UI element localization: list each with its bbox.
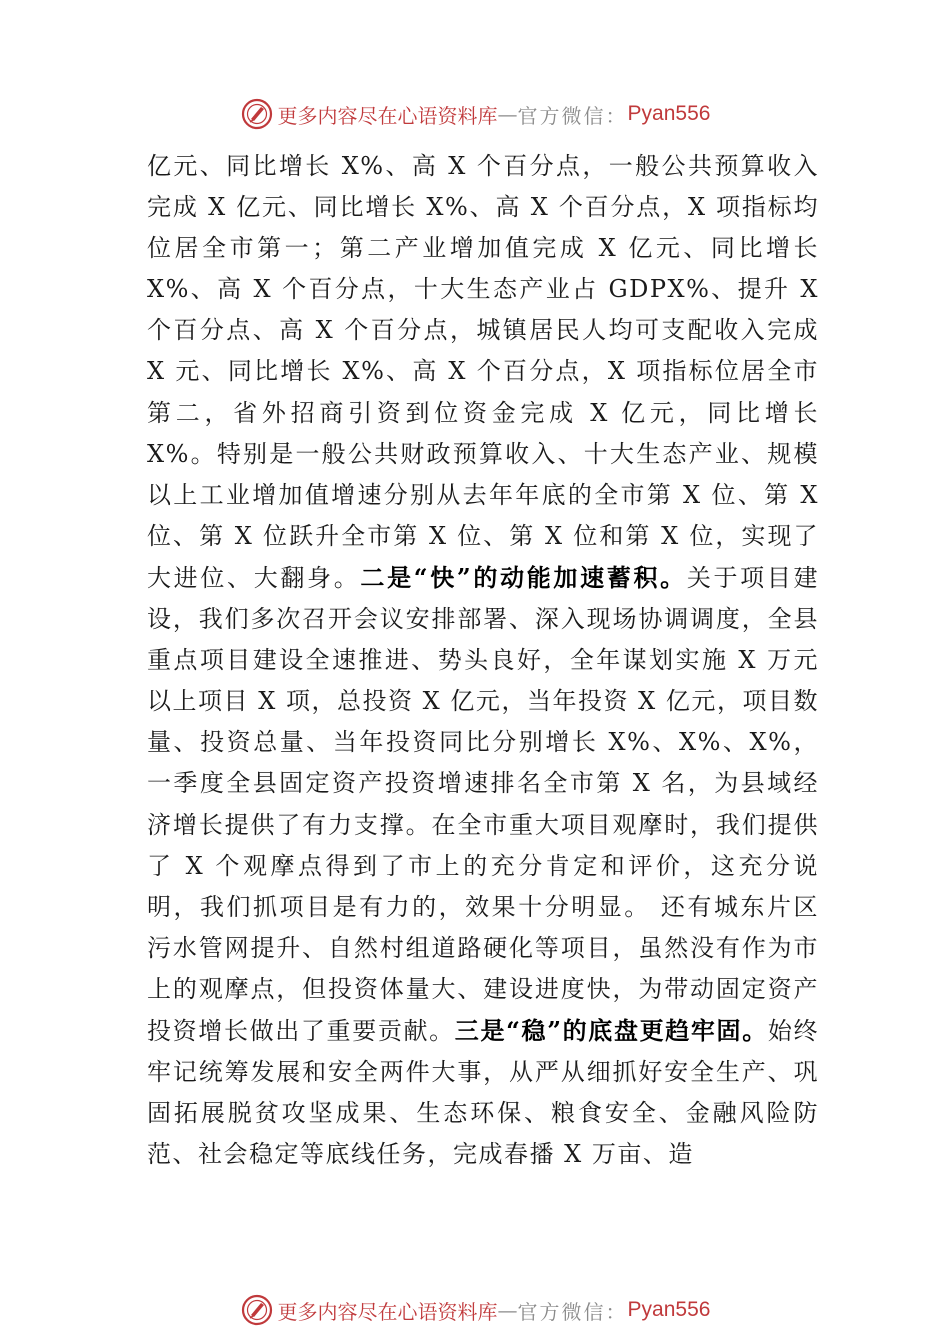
bold-heading-fast: 二是“快”的动能加速蓄积。 <box>360 562 687 592</box>
header-banner <box>0 94 950 134</box>
banner-site-text: 更多内容尽在心语资料库 <box>277 1299 498 1324</box>
banner-account-id: Pyan556 <box>627 1298 711 1321</box>
body-text-segment: 亿元、同比增长 X%、高 X 个百分点，一般公共预算收入完成 X 亿元、同比增长 X%、高 X 个百分点，X 项指标均位居全市第一；第二产业增加值完成 X 亿元、同比增长 X%、高 X 个百分点，十大生态产业占 GDPX%、提升 X 个百分点、高 X 个百分点，城镇居民人均可支配收入完成 X 元、同比增长 X%、高 X 个百分点，X 项指标位居全市第二，省外招商引资到位资金完成 X 亿元，同比增长 X%。特别是一般公共财政预算收入、十大生态产业、规模以上工业增加值增速分别从去年年底的全市第 X 位、第 X 位、第 X 位跃升全市第 X 位、第 X 位和第 X 位，实现了大进位、大翻身。 <box>147 152 819 592</box>
body-text-segment: 关于项目建设，我们多次召开会议安排部署、深入现场协调调度，全县重点项目建设全速推进、势头良好，全年谋划实施 X 万元以上项目 X 项，总投资 X 亿元，当年投资 X 亿元，项目数量、投资总量、当年投资同比分别增长 X%、X%、X%，一季度全县固定资产投资增速排名全市第 X 名，为县域经济增长提供了有力支撑。在全市重大项目观摩时，我们提供了 X 个观摩点得到了市上的充分肯定和评价，这充分说明，我们抓项目是有力的，效果十分明显。 还有城东片区污水管网提升、自然村组道路硬化等项目，虽然没有作为市上的观摩点，但投资体量大、建设进度快，为带动固定资产投资增长做出了重要贡献。 <box>147 563 820 1045</box>
banner-separator: — <box>497 1298 518 1322</box>
footer-banner <box>0 1290 950 1330</box>
bold-heading-stable: 三是“稳”的底盘更趋牢固。 <box>454 1015 768 1045</box>
banner-separator: — <box>497 102 518 126</box>
seal-logo-icon <box>240 1293 274 1327</box>
banner-account-id: Pyan556 <box>627 102 711 125</box>
banner-wechat-label: 官方微信： <box>517 1299 628 1324</box>
body-text-segment: 始终牢记统筹发展和安全两件大事，从严从细抓好安全生产、巩固拓展脱贫攻坚成果、生态环保、粮食安全、金融风险防范、社会稳定等底线任务，完成春播 X 万亩、造 <box>147 1016 820 1169</box>
body-paragraph <box>147 146 819 1175</box>
seal-logo-icon <box>240 97 274 131</box>
banner-site-text: 更多内容尽在心语资料库 <box>277 103 498 128</box>
banner-wechat-label: 官方微信： <box>517 103 628 128</box>
